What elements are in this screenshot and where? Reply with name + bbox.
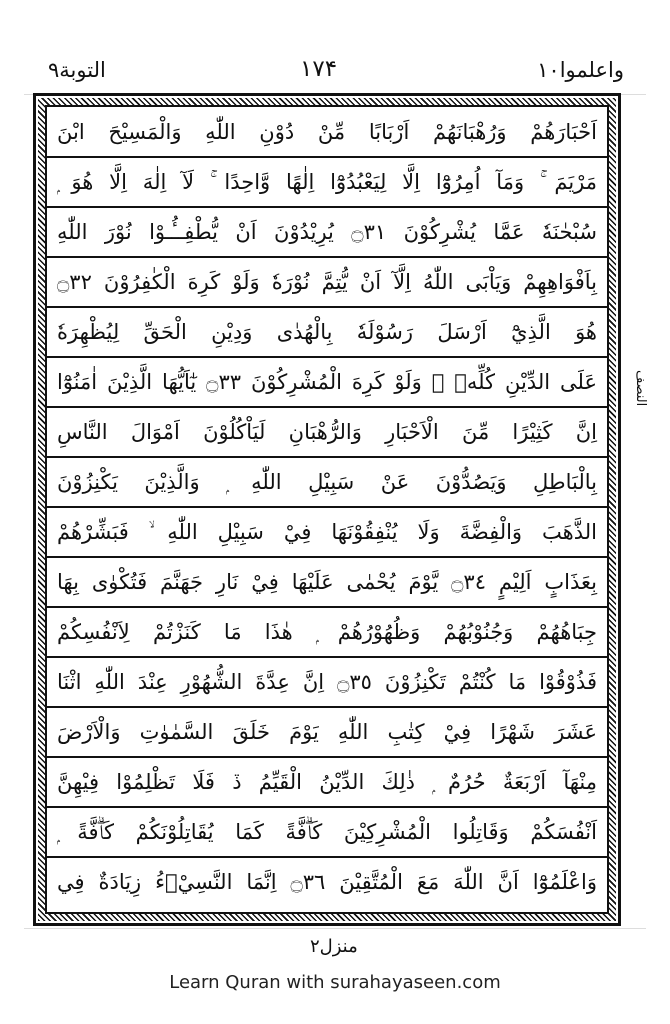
verse-line-10: بِعَذَابٍ اَلِيْمٍ ۝٣٤ يَّوْمَ يُحْمٰى عَلَيْهَا فِيْ نَارِ جَهَنَّمَ فَتُكْوٰى بِهَا [47,557,607,608]
verse-line-9: الذَّهَبَ وَالْفِضَّةَ وَلَا يُنْفِقُوْنَهَا فِيْ سَبِيْلِ اللّٰهِ ۙ فَبَشِّرْهُمْ [47,507,607,558]
juz-name: واعلموا۱۰ [537,58,624,82]
margin-marker-nisf: النصف [633,369,648,406]
verse-line-1: اَحْبَارَهُمْ وَرُهْبَانَهُمْ اَرْبَابًا مِّنْ دُوْنِ اللّٰهِ وَالْمَسِيْحَ ابْنَ [47,107,607,158]
verse-line-16: وَاعْلَمُوْٓا اَنَّ اللّٰهَ مَعَ الْمُتَّقِيْنَ ۝٣٦ اِنَّمَا النَّسِيْۗءُ زِيَادَةٌ فِي [57,870,597,894]
verse-line-4: بِاَفْوَاهِهِمْ وَيَاْبَى اللّٰهُ اِلَّآ اَنْ يُّتِمَّ نُوْرَهٗ وَلَوْ كَرِهَ الْكٰفِرُوْنَ ۝٣٢ [47,257,607,308]
verse-line-11: جِبَاهُهُمْ وَجُنُوْبُهُمْ وَظُهُوْرُهُمْ ۭ هٰذَا مَا كَنَزْتُمْ لِاَنْفُسِكُمْ [47,607,607,658]
footer-divider [24,928,646,929]
verse-line-13: عَشَرَ شَهْرًا فِيْ كِتٰبِ اللّٰهِ يَوْمَ خَلَقَ السَّمٰوٰتِ وَالْاَرْضَ [47,707,607,758]
page-header [0,0,670,96]
verse-line-7: اِنَّ كَثِيْرًا مِّنَ الْاَحْبَارِ وَالرُّهْبَانِ لَيَاْكُلُوْنَ اَمْوَالَ النَّاسِ [47,407,607,458]
surah-name: التوبة۹ [48,58,106,82]
verse-line-5: هُوَ الَّذِيْٓ اَرْسَلَ رَسُوْلَهٗ بِالْهُدٰى وَدِيْنِ الْحَقِّ لِيُظْهِرَهٗ [47,307,607,358]
verse-line-8: بِالْبَاطِلِ وَيَصُدُّوْنَ عَنْ سَبِيْلِ اللّٰهِ ۭ وَالَّذِيْنَ يَكْنِزُوْنَ [47,457,607,508]
text-frame [45,105,609,914]
footer-credit: Learn Quran with surahayaseen.com [169,972,501,993]
verse-line-2: مَرْيَمَ ۚ وَمَآ اُمِرُوْٓا اِلَّا لِيَعْبُدُوْٓا اِلٰهًا وَّاحِدًا ۚ لَآ اِلٰهَ اِلَّا هُوَ ۭ [47,157,607,208]
manzil-label: منزل۲ [310,936,358,957]
verse-line-15: اَنْفُسَكُمْ وَقَاتِلُوا الْمُشْرِكِيْنَ كَاۗفَّةً كَمَا يُقَاتِلُوْنَكُمْ كَاۗفَّةً ۭ [47,807,607,858]
page-number: ۱۷۴ [300,56,338,82]
verse-line-14: مِنْهَآ اَرْبَعَةٌ حُرُمٌ ۭ ذٰلِكَ الدِّيْنُ الْقَيِّمُ ڏ فَلَا تَظْلِمُوْا فِيْهِنَّ [47,757,607,808]
verse-line-6: عَلَى الدِّيْنِ كُلِّهٖ ۙ وَلَوْ كَرِهَ الْمُشْرِكُوْنَ ۝٣٣ يٰٓاَيُّهَا الَّذِيْنَ اٰمَنُوْٓا [47,357,607,408]
verse-line-3: سُبْحٰنَهٗ عَمَّا يُشْرِكُوْنَ ۝٣١ يُرِيْدُوْنَ اَنْ يُّطْفِــُٔـوْا نُوْرَ اللّٰهِ [47,207,607,258]
verse-line-12: فَذُوْقُوْا مَا كُنْتُمْ تَكْنِزُوْنَ ۝٣٥ اِنَّ عِدَّةَ الشُّهُوْرِ عِنْدَ اللّٰهِ اثْنَا [47,657,607,708]
verse-lines [47,107,607,912]
